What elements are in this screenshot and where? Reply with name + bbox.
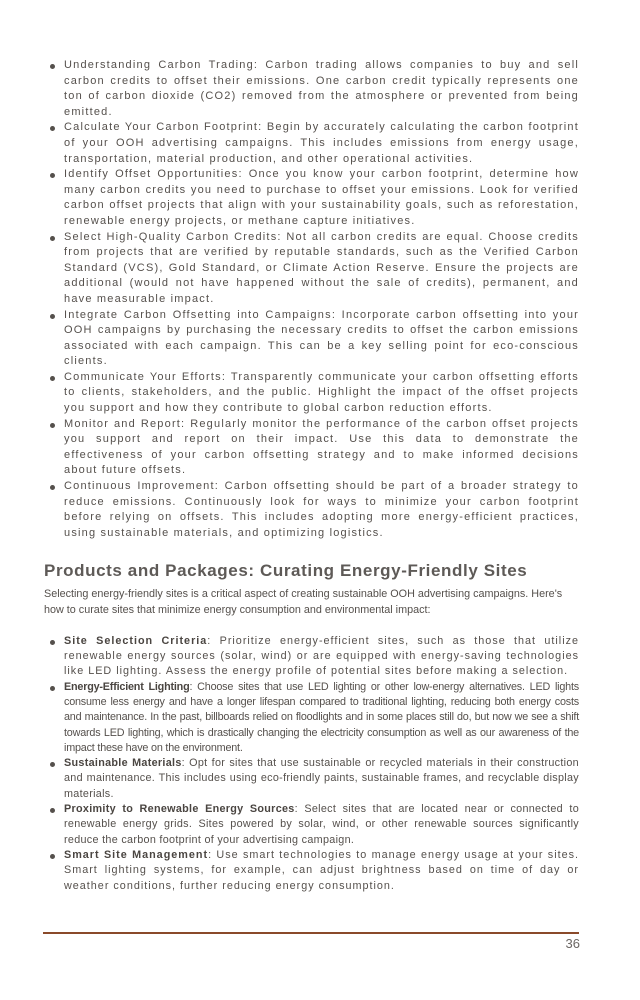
list-item: Understanding Carbon Trading: Carbon trading allows companies to buy and sell carbon credits to offset their emissions. One carbon credit typically represents one ton of carbon dioxide (CO2) removed from the atmosphere or prevented from being emitted. (44, 58, 579, 120)
list-item: Calculate Your Carbon Footprint: Begin by accurately calculating the carbon footprint of your OOH advertising campaigns. This includes emissions from energy usage, transportation, material production, and other operational activities. (44, 120, 579, 167)
item-text: : Select sites that are located near or connected to renewable energy grids. Sites powered by solar, wind, or other renewable sources significantly reduce the carbon footprint of your advertising campaign. (64, 803, 579, 846)
list-item: Select High-Quality Carbon Credits: Not all carbon credits are equal. Choose credits from projects that are verified by reputable standards, such as the Verified Carbon Standard (VCS), Gold Standard, or Climate Action Reserve. Ensure the projects are additional (would not have happened without the sale of credits), permanent, and have measurable impact. (44, 230, 579, 308)
item-text: : Choose sites that use LED lighting or other low-energy alternatives. LED lights consume less energy and have a longer lifespan compared to traditional lighting, reducing both energy costs and maintenance. In the past, billboards relied on floodlights and in some places still do, but now we see a shift towards LED lighting, which is drastically changing the electricity consumption as well as our awareness of the impact these have on the environment. (64, 680, 579, 754)
footer-rule (43, 932, 579, 934)
item-text: : Opt for sites that use sustainable or recycled materials in their construction and maintenance. This includes using eco-friendly paints, sustainable frames, and recyclable display materials. (64, 757, 579, 800)
list-item: Monitor and Report: Regularly monitor the performance of the carbon offset projects you support and report on their impact. Use this data to demonstrate the effectiveness of your carbon offsetting strategy and to make informed decisions about future offsets. (44, 417, 579, 479)
energy-sites-list (44, 634, 579, 894)
list-item: Integrate Carbon Offsetting into Campaigns: Incorporate carbon offsetting into your OOH campaigns by purchasing the necessary credits to offset the carbon emissions associated with each campaign. This can be a key selling point for eco-conscious clients. (44, 308, 579, 370)
item-term: Energy-Efficient Lighting (64, 680, 190, 693)
carbon-offset-list (44, 58, 579, 541)
list-item: Communicate Your Efforts: Transparently communicate your carbon offsetting efforts to clients, stakeholders, and the public. Highlight the impact of the offset projects you support and how they contribute to global carbon reduction efforts. (44, 370, 579, 417)
list-item (44, 634, 579, 680)
item-term: Site Selection Criteria (64, 634, 208, 647)
list-item (44, 848, 579, 894)
list-item (44, 756, 579, 802)
item-term: Smart Site Management (64, 848, 209, 861)
page-number: 36 (565, 936, 580, 951)
section-intro: Selecting energy-friendly sites is a critical aspect of creating sustainable OOH advertising campaigns. Here's how to curate sites that minimize energy consumption and environmental impact: (44, 588, 563, 616)
item-text: : Use smart technologies to manage energy usage at your sites. Smart lighting systems, for example, can adjust brightness based on time of day or weather conditions, further reducing energy consumption. (64, 848, 579, 892)
document-page (44, 58, 579, 894)
list-item: Identify Offset Opportunities: Once you know your carbon footprint, determine how many carbon credits you need to purchase to offset your emissions. Look for verified carbon offset projects that align with your sustainability goals, such as reforestation, renewable energy projects, or methane capture initiatives. (44, 167, 579, 229)
list-item: Continuous Improvement: Carbon offsetting should be part of a broader strategy to reduce emissions. Continuously look for ways to minimize your carbon footprint before relying on offsets. This includes adopting more energy-efficient practices, using sustainable materials, and optimizing logistics. (44, 479, 579, 541)
list-item (44, 680, 579, 756)
item-text: : Prioritize energy-efficient sites, such as those that utilize renewable energy sources (solar, wind) or are equipped with energy-saving technologies like LED lighting. Assess the energy profile of potential sites before making a selection. (64, 634, 579, 678)
section-heading: Products and Packages: Curating Energy-Friendly Sites (44, 561, 528, 581)
list-item (44, 802, 579, 848)
item-term: Proximity to Renewable Energy Sources (64, 803, 295, 816)
item-term: Sustainable Materials (64, 757, 182, 770)
